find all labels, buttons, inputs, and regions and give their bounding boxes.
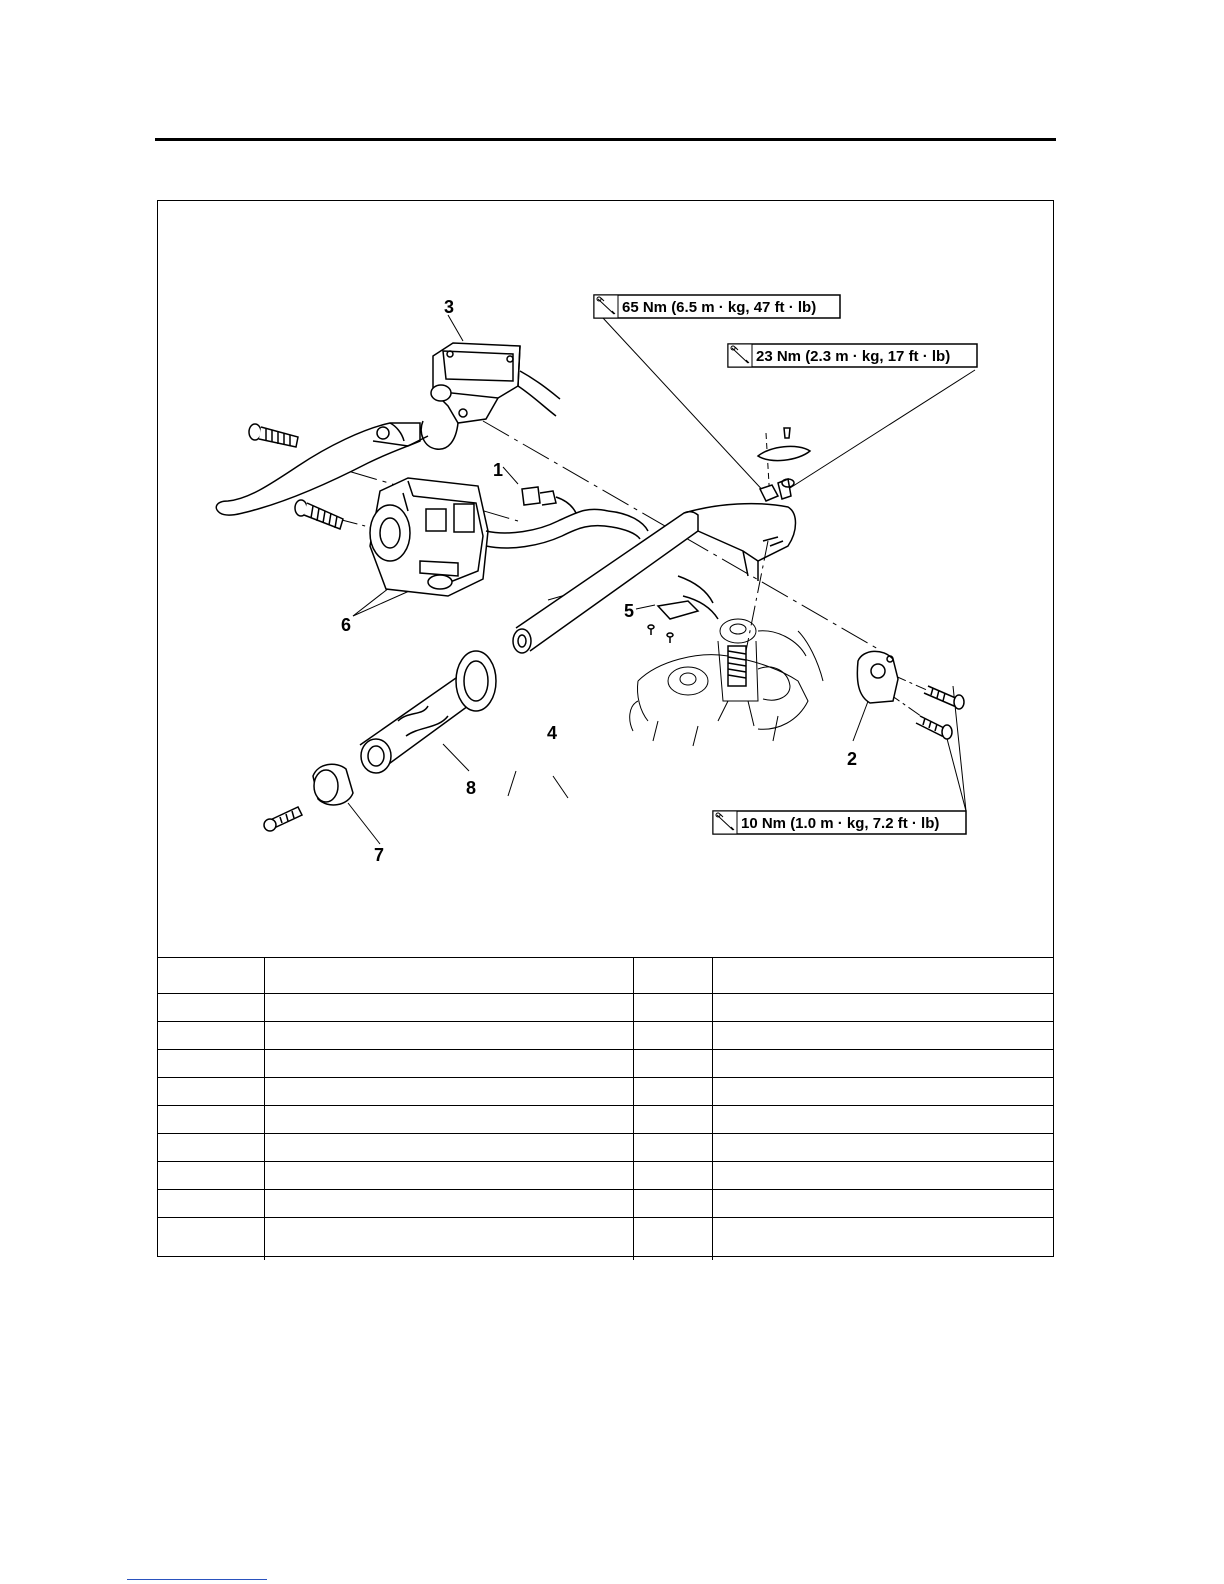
callout-5: 5 bbox=[624, 601, 635, 621]
handlebar bbox=[513, 504, 796, 653]
table-row bbox=[158, 994, 1053, 1022]
master-cylinder bbox=[421, 343, 560, 449]
table-row bbox=[158, 1190, 1053, 1218]
grip-end bbox=[264, 764, 353, 831]
upper-bracket bbox=[630, 619, 823, 746]
callout-1: 1 bbox=[493, 460, 504, 480]
callout-8: 8 bbox=[466, 778, 477, 798]
grip bbox=[360, 651, 496, 773]
torque-box-23 bbox=[728, 344, 977, 367]
footer-link-underline[interactable] bbox=[127, 1579, 267, 1580]
switch-bolt bbox=[295, 500, 343, 529]
torque-label-10: 10 Nm (1.0 m · kg, 7.2 ft · lb) bbox=[741, 815, 940, 832]
table-row bbox=[158, 1078, 1053, 1106]
table-row bbox=[158, 1134, 1053, 1162]
torque-label-23: 23 Nm (2.3 m · kg, 17 ft · lb) bbox=[756, 348, 951, 365]
callout-7: 7 bbox=[374, 845, 385, 865]
callout-2: 2 bbox=[847, 749, 858, 769]
table-row bbox=[158, 1106, 1053, 1134]
table-row bbox=[158, 1162, 1053, 1190]
exploded-diagram bbox=[158, 201, 1055, 957]
callout-3: 3 bbox=[444, 297, 455, 317]
callout-6: 6 bbox=[341, 615, 352, 635]
connector-1 bbox=[522, 487, 576, 513]
throttle-bolts bbox=[916, 686, 964, 739]
torque-label-65: 65 Nm (6.5 m · kg, 47 ft · lb) bbox=[622, 299, 817, 316]
header-rule bbox=[155, 138, 1056, 141]
parts-table bbox=[158, 957, 1053, 1260]
callout-4: 4 bbox=[547, 723, 558, 743]
torque-box-10 bbox=[713, 811, 966, 834]
throttle-housing bbox=[857, 651, 898, 703]
clamp-5 bbox=[648, 576, 718, 643]
table-row bbox=[158, 1022, 1053, 1050]
torque-box-65 bbox=[594, 295, 840, 318]
table-row bbox=[158, 1218, 1053, 1261]
lever-bolt bbox=[249, 424, 298, 447]
table-row bbox=[158, 1050, 1053, 1078]
switch-wiring bbox=[486, 509, 648, 548]
stem-bolt bbox=[728, 646, 746, 686]
top-hardware bbox=[758, 428, 810, 501]
handlebar-switch bbox=[370, 478, 488, 596]
table-row bbox=[158, 958, 1053, 994]
diagram-frame bbox=[157, 200, 1054, 1257]
